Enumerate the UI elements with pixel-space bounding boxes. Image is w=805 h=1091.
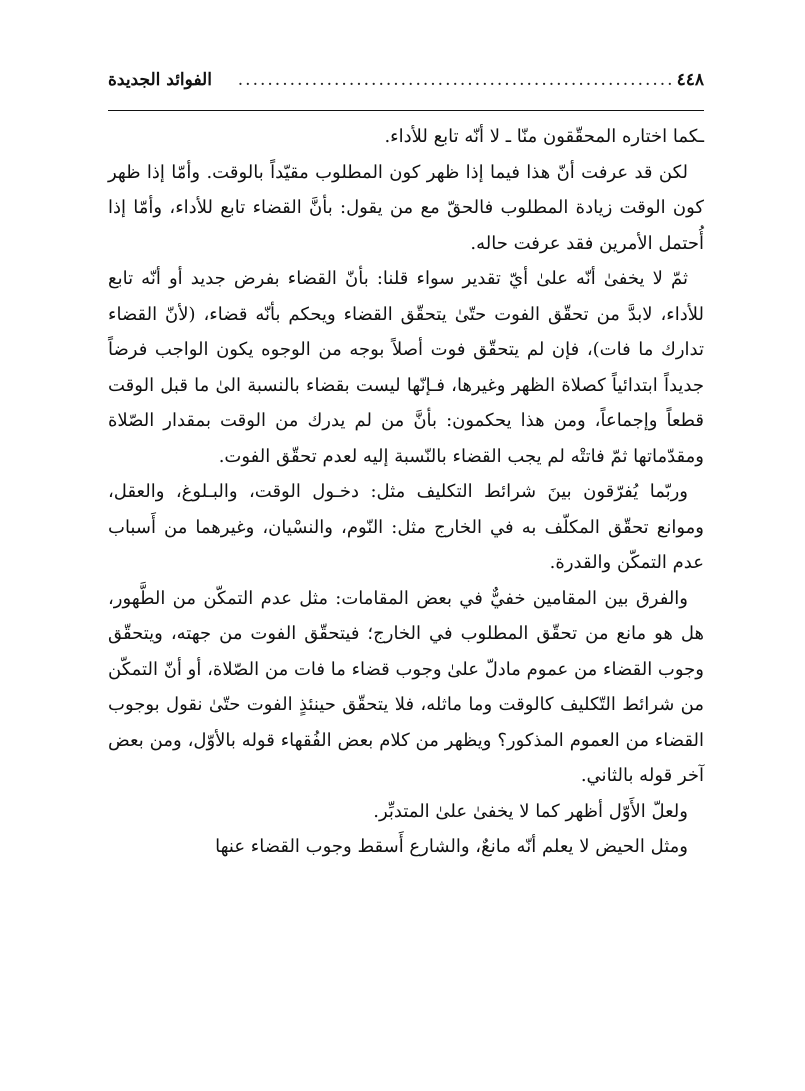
page-number: ٤٤٨ — [676, 70, 704, 90]
header-leader-dots: ........................................................... — [237, 70, 675, 90]
paragraph: لكن قد عرفت أنّ هذا فيما إذا ظهر كون المطلوب مقيّداً بالوقت. وأمّا إذا ظهر كون الوقت زيادة المطلوب فالحقّ مع من يقول: بأنَّ القضاء تابع للأداء، وأمّا إذا أُحتمل الأمرين فقد عرفت حاله. — [108, 161, 704, 254]
paragraph: ومثل الحيض لا يعلم أنّه مانعٌ، والشارع أَسقط وجوب القضاء عنها — [215, 836, 688, 857]
book-page — [108, 70, 704, 1060]
running-title: الفوائد الجديدة — [108, 70, 212, 90]
paragraph: ثمّ لا يخفىٰ أنّه علىٰ أيّ تقدير سواء قلنا: بأنّ القضاء بفرض جديد أو أنّه تابع للأداء، لابدَّ من تحقّق الفوت حتّىٰ يتحقّق القضاء ويحكم بأنّه قضاء، (لأنّ القضاء تدارك ما فات)، فإن لم يتحقّق فوت أصلاً بوجه من الوجوه يكون الواجب فرضاً جديداً ابتدائياً كصلاة الظهر وغيرها، فـإنّها ليست بقضاء بالنسبة الىٰ ما قبل الوقت قطعاً وإجماعاً، ومن هذا يحكمون: بأنَّ من لم يدرك من الوقت بمقدار الصّلاة ومقدّماتها ثمّ فاتتْه لم يجب القضاء بالنّسبة إليه لعدم تحقّق الفوت. — [108, 268, 704, 467]
paragraph: وربّما يُفرّقون بينَ شرائط التكليف مثل: دخـول الوقت، والبـلوغ، والعقل، وموانع تحقّق المكلّف به في الخارج مثل: النّوم، والنسْيان، وغيرهما من أَسباب عدم التمكّن والقدرة. — [108, 481, 704, 573]
paragraph: والفرق بين المقامين خفيٌّ في بعض المقامات: مثل عدم التمكّن من الطَّهور، هل هو مانع من تحقّق المطلوب في الخارج؛ فيتحقّق الفوت من جهته، ويتحقّق وجوب القضاء من عموم مادلّ علىٰ وجوب قضاء ما فات من الصّلاة، أو أنّ التمكّن من شرائط التّكليف كالوقت وما ماثله، فلا يتحقّق حينئذٍ الفوت حتّىٰ نقول بوجوب القضاء من العموم المذكور؟ ويظهر من كلام بعض الفُقهاء قوله بالأوّل، ومن بعض آخر قوله بالثاني. — [108, 587, 704, 786]
body-text — [108, 119, 704, 865]
paragraph: ولعلّ الأَوّل أظهر كما لا يخفىٰ علىٰ المتدبِّر. — [373, 800, 688, 822]
paragraph: ـكما اختاره المحقّقون منّا ـ لا أنّه تابع للأداء. — [384, 126, 704, 147]
page-header — [108, 70, 704, 111]
